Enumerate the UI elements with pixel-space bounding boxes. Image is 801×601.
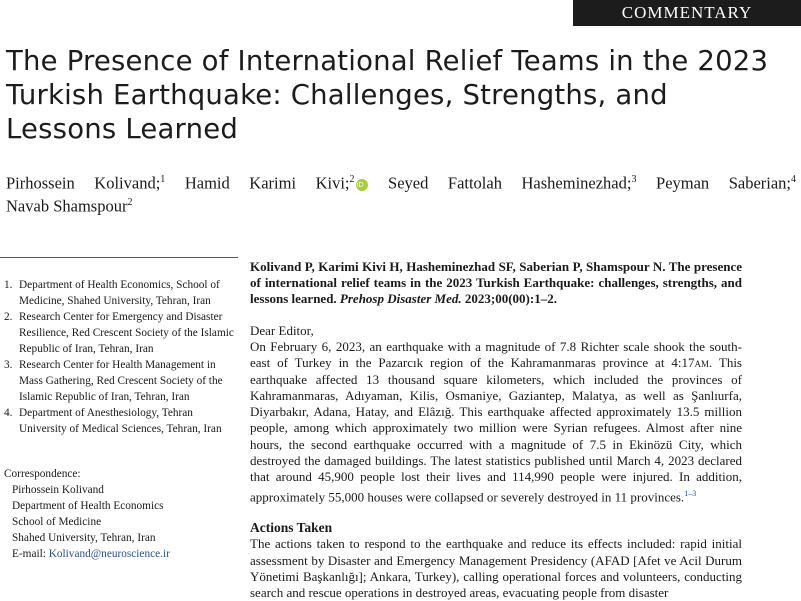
affiliation-marker: 1 [160,174,166,185]
author-name: Peyman Saberian; [656,173,792,193]
affiliation-item [4,405,240,437]
affiliation-item [4,309,240,357]
paragraph-text: On February 6, 2023, an earthquake with a magnitude of 7.8 Richter scale shook the south-east of Turkey in the Pazarcık region of the Kahramanmaras province at 4:17 [250,339,742,371]
affiliation-text: Research Center for Emergency and Disaster Resilience, Red Crescent Society of the Islamic Republic of Iran, Tehran, Iran [19,311,234,355]
section-heading: Actions Taken [250,520,333,536]
citation [250,259,742,307]
affiliation-marker: 4 [791,174,797,185]
affiliation-number: 1. [4,279,13,291]
affiliations-list [4,277,240,437]
time-suffix: am [694,355,709,371]
article-title: The Presence of International Relief Teams in the 2023 Turkish Earthquake: Challenges, Strengths, and Lessons Learned [6,45,769,145]
citation-journal: Prehosp Disaster Med. [339,291,462,306]
citation-text: Kolivand P, Karimi Kivi H, Hasheminezhad SF, Saberian P, Shamspour N. The presence of international relief teams in the 2023 Turkish Earthquake: challenges, strengths, and lessons learned. [250,259,742,306]
affiliations-divider [0,257,238,258]
reference-link[interactable]: 1–3 [684,488,697,498]
author-list [6,169,796,195]
correspondence-heading: Correspondence: [4,468,81,480]
correspondence-line: Pirhossein Kolivand [12,484,104,496]
body-paragraph: The actions taken to respond to the earthquake and reduce its effects included: rapid initial assessment by Disaster and Emergency Management Presidency (AFAD [Afet ve Acil Durum Yönetimi Başkanlığı]; Ankara, Turkey), calling operational forces and volunteers, conducting search and rescue operations in destroyed areas, evacuating people from disaster [250,536,742,601]
author-name: Hamid Karimi Kivi; [184,173,350,193]
affiliation-number: 4. [4,407,13,419]
affiliation-marker: 2 [127,197,133,208]
correspondence-line: Department of Health Economics [12,500,164,512]
orcid-icon[interactable]: iD [356,179,368,191]
affiliation-marker: 3 [631,174,637,185]
correspondence-line: School of Medicine [12,516,102,528]
author-list-line-2 [6,192,132,218]
author-name: Navab Shamspour [6,196,128,216]
affiliation-marker: 2 [349,174,355,185]
correspondence-line: Shahed University, Tehran, Iran [12,532,156,544]
correspondence-email-line [4,546,240,562]
affiliation-text: Department of Health Economics, School of Medicine, Shahed University, Tehran, Iran [19,279,220,307]
affiliation-text: Research Center for Health Management in Mass Gathering, Red Crescent Society of the Islamic Republic of Iran, Tehran, Iran [19,359,223,403]
affiliation-number: 3. [4,359,13,371]
paragraph-text: . This earthquake affected 13 thousand square kilometers, which included the provinces of Kahramanmaras, Adıyaman, Kilis, Osmaniye, Gaziantep, Malatya, as well as Şanlıurfa, Diyarbakır, Adana, Hatay, and Elâzığ. This earthquake affected approximately 13.5 million people, among which approximately two million were Syrian refugees. Almost after nine hours, the second earthquake occurred with a magnitude of 7.5 in Ekinözü City, which destroyed the damaged buildings. The latest statistics published until March 4, 2023 declared that around 45,900 people lost their lives and 114,990 people were injured. In addition, approximately 55,000 houses were collapsed or severely destroyed in 11 provinces. [250,355,742,504]
affiliation-item [4,357,240,405]
main-column [250,259,742,601]
email-label: E-mail: [12,548,46,560]
correspondence-block [4,466,240,562]
author-name: Seyed Fattolah Hasheminezhad; [388,173,632,193]
salutation: Dear Editor, [250,323,314,338]
body-paragraph [250,339,742,505]
author-name: Pirhossein Kolivand; [6,173,161,193]
affiliation-item [4,277,240,309]
article-type-badge: COMMENTARY [573,0,801,26]
affiliation-text: Department of Anesthesiology, Tehran University of Medical Sciences, Tehran, Iran [19,407,222,435]
citation-ref: 2023;00(00):1–2. [464,291,557,306]
email-link[interactable]: Kolivand@neuroscience.ir [48,548,170,560]
affiliation-number: 2. [4,311,13,323]
